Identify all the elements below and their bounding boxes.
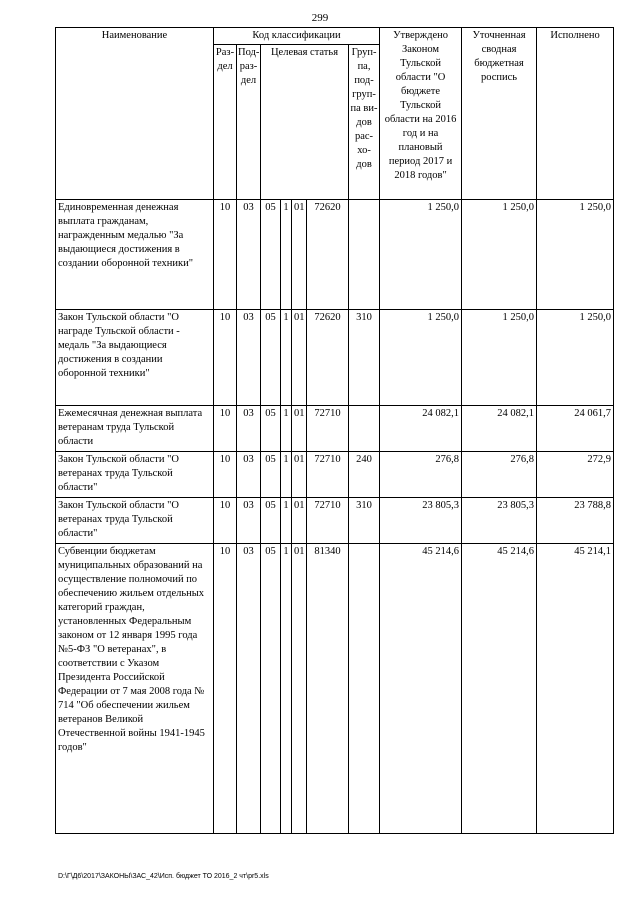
header-refined: Уточненная сводная бюджетная роспись — [462, 28, 537, 200]
row-group — [349, 200, 380, 310]
row-subsection: 03 — [237, 310, 261, 406]
header-row-top — [56, 28, 614, 45]
table-row — [56, 498, 614, 544]
row-t4: 72710 — [307, 498, 349, 544]
header-target-article: Целевая статья — [261, 45, 349, 200]
row-group — [349, 544, 380, 834]
row-refined: 1 250,0 — [462, 200, 537, 310]
row-approved: 1 250,0 — [380, 200, 462, 310]
budget-table — [55, 27, 614, 834]
footer-file-path: D:\Г\Д6\2017\ЗАКОНЫ\ЗАС_42\Исп. бюджет ТО 2016_2 чт\pr5.xls — [58, 873, 269, 880]
table-row — [56, 544, 614, 834]
row-refined: 24 082,1 — [462, 406, 537, 452]
row-t3: 01 — [292, 452, 307, 498]
header-approved: Утверждено Законом Тульской области "О бюджете Тульской области на 2016 год и на плановый период 2017 и 2018 годов" — [380, 28, 462, 200]
row-subsection: 03 — [237, 200, 261, 310]
row-executed: 45 214,1 — [537, 544, 614, 834]
row-approved: 23 805,3 — [380, 498, 462, 544]
row-refined: 276,8 — [462, 452, 537, 498]
table-body — [56, 200, 614, 834]
row-section: 10 — [214, 310, 237, 406]
row-approved: 24 082,1 — [380, 406, 462, 452]
row-t1: 05 — [261, 406, 281, 452]
row-t2: 1 — [281, 452, 292, 498]
row-approved: 1 250,0 — [380, 310, 462, 406]
row-t1: 05 — [261, 310, 281, 406]
row-subsection: 03 — [237, 452, 261, 498]
row-subsection: 03 — [237, 498, 261, 544]
row-t3: 01 — [292, 544, 307, 834]
row-group: 310 — [349, 498, 380, 544]
row-group — [349, 406, 380, 452]
row-t4: 72710 — [307, 406, 349, 452]
row-group: 240 — [349, 452, 380, 498]
row-executed: 1 250,0 — [537, 200, 614, 310]
row-name: Закон Тульской области "О ветеранах труда Тульской области" — [56, 452, 214, 498]
row-t2: 1 — [281, 498, 292, 544]
row-section: 10 — [214, 200, 237, 310]
row-name: Ежемесячная денежная выплата ветеранам труда Тульской области — [56, 406, 214, 452]
row-approved: 45 214,6 — [380, 544, 462, 834]
row-t1: 05 — [261, 452, 281, 498]
row-approved: 276,8 — [380, 452, 462, 498]
row-section: 10 — [214, 544, 237, 834]
row-name: Закон Тульской области "О ветеранах труда Тульской области" — [56, 498, 214, 544]
table-row — [56, 310, 614, 406]
row-refined: 45 214,6 — [462, 544, 537, 834]
row-t3: 01 — [292, 200, 307, 310]
row-section: 10 — [214, 498, 237, 544]
row-t4: 72710 — [307, 452, 349, 498]
table-row — [56, 200, 614, 310]
row-group: 310 — [349, 310, 380, 406]
header-subsection: Под- раз- дел — [237, 45, 261, 200]
row-executed: 272,9 — [537, 452, 614, 498]
table-row — [56, 452, 614, 498]
page-number: 299 — [311, 12, 329, 24]
row-t2: 1 — [281, 406, 292, 452]
row-t4: 72620 — [307, 200, 349, 310]
row-t1: 05 — [261, 200, 281, 310]
header-code-group: Код классификации — [214, 28, 380, 45]
row-t3: 01 — [292, 498, 307, 544]
row-section: 10 — [214, 406, 237, 452]
row-executed: 24 061,7 — [537, 406, 614, 452]
row-t2: 1 — [281, 200, 292, 310]
row-executed: 23 788,8 — [537, 498, 614, 544]
row-t2: 1 — [281, 544, 292, 834]
row-name: Субвенции бюджетам муниципальных образований на осуществление полномочий по обеспечению жильем отдельных категорий граждан, установленных Федеральным законом от 12 января 1995 года №5-ФЗ "О ветеранах", в соответствии с Указом Президента Российской Федерации от 7 мая 2008 года № 714 "Об обеспечении жильем ветеранов Великой Отечественной войны 1941-1945 годов" — [56, 544, 214, 834]
row-t1: 05 — [261, 544, 281, 834]
row-t3: 01 — [292, 310, 307, 406]
row-subsection: 03 — [237, 544, 261, 834]
row-t1: 05 — [261, 498, 281, 544]
row-executed: 1 250,0 — [537, 310, 614, 406]
row-refined: 23 805,3 — [462, 498, 537, 544]
row-t4: 81340 — [307, 544, 349, 834]
row-t3: 01 — [292, 406, 307, 452]
table-row — [56, 406, 614, 452]
row-refined: 1 250,0 — [462, 310, 537, 406]
row-section: 10 — [214, 452, 237, 498]
header-section: Раз- дел — [214, 45, 237, 200]
row-t2: 1 — [281, 310, 292, 406]
row-name: Закон Тульской области "О награде Тульской области - медаль "За выдающиеся достижения в создании оборонной техники" — [56, 310, 214, 406]
header-expense-group: Груп- па, под- груп- па ви- дов рас- хо- дов — [349, 45, 380, 200]
header-executed: Исполнено — [537, 28, 614, 200]
row-t4: 72620 — [307, 310, 349, 406]
header-name: Наименование — [56, 28, 214, 200]
row-subsection: 03 — [237, 406, 261, 452]
row-name: Единовременная денежная выплата гражданам, награжденным медалью "За выдающиеся достижения в создании оборонной техники" — [56, 200, 214, 310]
